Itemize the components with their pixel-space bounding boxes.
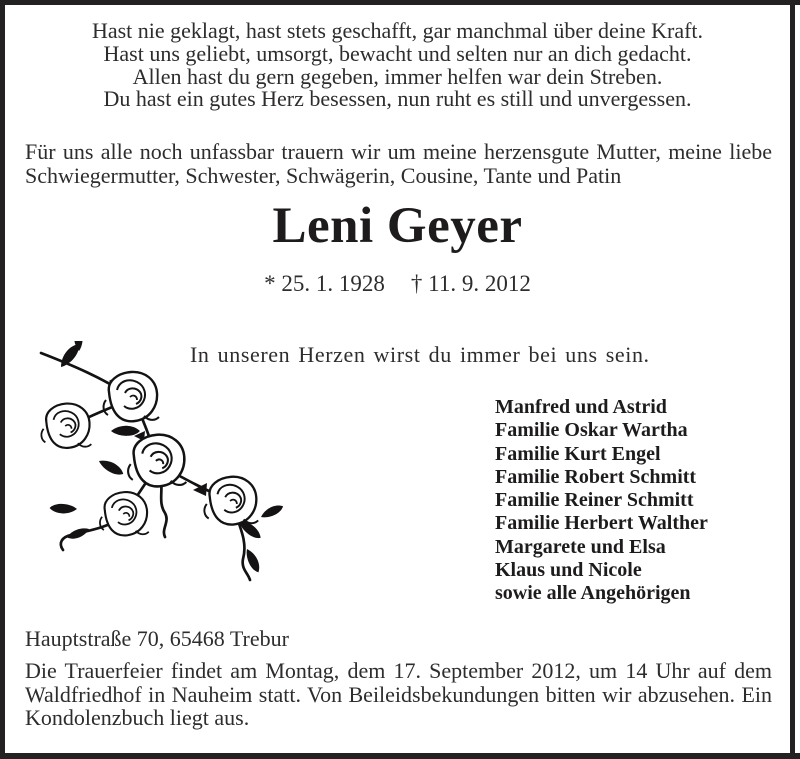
devotion-line: In unseren Herzen wirst du immer bei uns sein.	[190, 342, 650, 367]
poem-line: Allen hast du gern gegeben, immer helfen war dein Streben.	[132, 63, 663, 89]
mourner-entry: Manfred und Astrid	[495, 396, 667, 418]
mourner-entry: Familie Herbert Walther	[495, 512, 708, 535]
life-dates	[5, 271, 790, 297]
mourner-entry: Klaus und Nicole	[495, 559, 642, 582]
address-line: Hauptstraße 70, 65468 Trebur	[25, 626, 289, 651]
deceased-name: Leni Geyer	[272, 198, 523, 254]
mourner-entry: sowie alle Angehörigen	[495, 582, 691, 605]
poem-line: Hast nie geklagt, hast stets geschafft, gar manchmal über deine Kraft.	[91, 18, 704, 43]
mourners-list	[495, 396, 708, 606]
mourner-entry: Familie Robert Schmitt	[495, 465, 697, 488]
border-right-rule	[790, 5, 795, 753]
mourner-entry: Familie Kurt Engel	[495, 442, 661, 465]
poem-line: Hast uns geliebt, umsorgt, bewacht und selten nur an dich gedacht.	[103, 40, 692, 66]
funeral-info: Die Trauerfeier findet am Montag, dem 17. September 2012, um 14 Uhr auf dem Waldfriedhof in Nauheim statt. Von Beileidsbekundungen bitten wir abzusehen. Ein Kondolenzbuch liegt aus.	[25, 658, 772, 731]
poem-line: Du hast ein gutes Herz besessen, nun ruht es still und unvergessen.	[103, 86, 692, 112]
intro-text: Für uns alle noch unfassbar trauern wir um meine herzensgute Mutter, meine liebe Schwiegermutter, Schwester, Schwägerin, Cousine, Tante und Patin	[25, 139, 772, 188]
birth-date: * 25. 1. 1928	[264, 271, 385, 296]
death-date: † 11. 9. 2012	[410, 271, 531, 296]
mourner-entry: Familie Reiner Schmitt	[495, 489, 694, 512]
roses-illustration	[27, 341, 285, 593]
mourner-entry: Familie Oskar Wartha	[495, 419, 688, 442]
mourner-entry: Margarete und Elsa	[495, 535, 666, 558]
memorial-poem	[5, 20, 790, 111]
